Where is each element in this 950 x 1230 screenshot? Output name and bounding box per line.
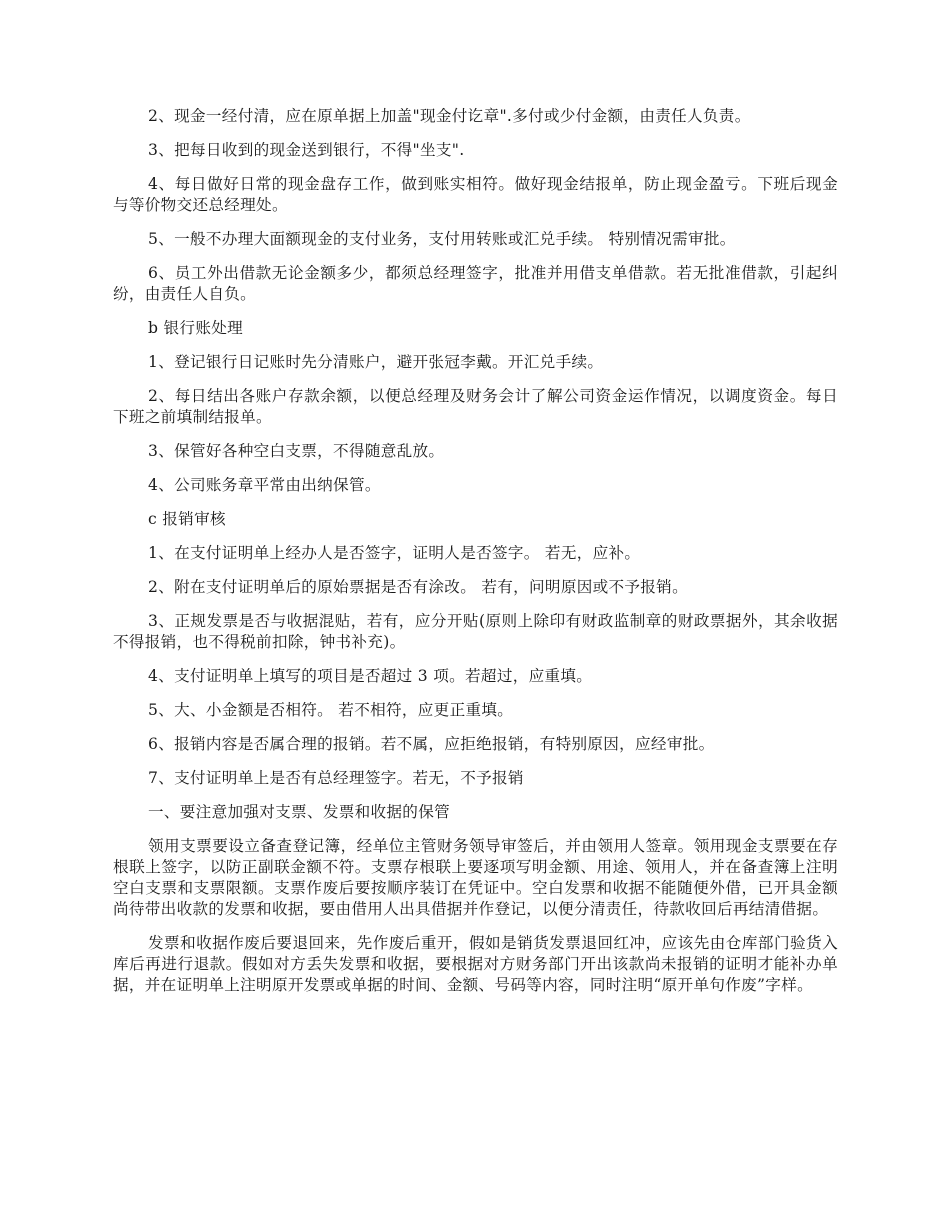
paragraph: 2、附在支付证明单后的原始票据是否有涂改。 若有，问明原因或不予报销。 [148,578,688,596]
paragraph: 5、一般不办理大面额现金的支付业务，支付用转账或汇兑手续。 特别情况需审批。 [148,230,736,248]
paragraph: 4、每日做好日常的现金盘存工作，做到账实相符。做好现金结报单，防止现金盈亏。下班后现金与等价物交还总经理处。 [113,175,838,214]
paragraph: 4、支付证明单上填写的项目是否超过 3 项。若超过，应重填。 [148,667,593,685]
section-heading: b 银行账处理 [148,319,244,337]
paragraph: 3、正规发票是否与收据混贴，若有，应分开贴(原则上除印有财政监制章的财政票据外，其余收据不得报销，也不得税前扣除，钟书补充)。 [113,612,838,651]
paragraph: 7、支付证明单上是否有总经理签字。若无，不予报销 [148,769,524,787]
paragraph: 1、登记银行日记账时先分清账户，避开张冠李戴。开汇兑手续。 [148,353,604,371]
document-body [113,106,838,1009]
paragraph: 2、每日结出各账户存款余额，以便总经理及财务会计了解公司资金运作情况，以调度资金。每日下班之前填制结报单。 [113,387,838,426]
paragraph: 4、公司账务章平常由出纳保管。 [148,476,381,494]
paragraph: 6、员工外出借款无论金额多少，都须总经理签字，批准并用借支单借款。若无批准借款，引起纠纷，由责任人自负。 [113,264,838,303]
paragraph: 3、保管好各种空白支票，不得随意乱放。 [148,442,445,460]
paragraph: 发票和收据作废后要退回来，先作废后重开，假如是销货发票退回红冲，应该先由仓库部门验货入库后再进行退款。假如对方丢失发票和收据，要根据对方财务部门开出该款尚未报销的证明才能补办单据，并在证明单上注明原开发票或单据的时间、金额、号码等内容，同时注明“原开单句作废”字样。 [113,934,838,994]
section-heading: c 报销审核 [148,510,226,528]
paragraph: 领用支票要设立备查登记簿，经单位主管财务领导审签后，并由领用人签章。领用现金支票要在存根联上签字，以防正副联金额不符。支票存根联上要逐项写明金额、用途、领用人，并在备查簿上注明空白支票和支票限额。支票作废后要按顺序装订在凭证中。空白发票和收据不能随便外借，已开具金额尚待带出收款的发票和收据，要由借用人出具借据并作登记，以便分清责任，待款收回后再结清借据。 [113,837,838,918]
section-heading: 一、要注意加强对支票、发票和收据的保管 [148,803,450,821]
paragraph: 3、把每日收到的现金送到银行，不得"坐支". [148,141,465,159]
paragraph: 2、现金一经付清，应在原单据上加盖"现金付讫章".多付或少付金额，由责任人负责。 [148,107,751,125]
paragraph: 6、报销内容是否属合理的报销。若不属，应拒绝报销，有特别原因，应经审批。 [148,735,715,753]
paragraph: 5、大、小金额是否相符。 若不相符，应更正重填。 [148,701,514,719]
paragraph: 1、在支付证明单上经办人是否签字，证明人是否签字。 若无，应补。 [148,544,641,562]
